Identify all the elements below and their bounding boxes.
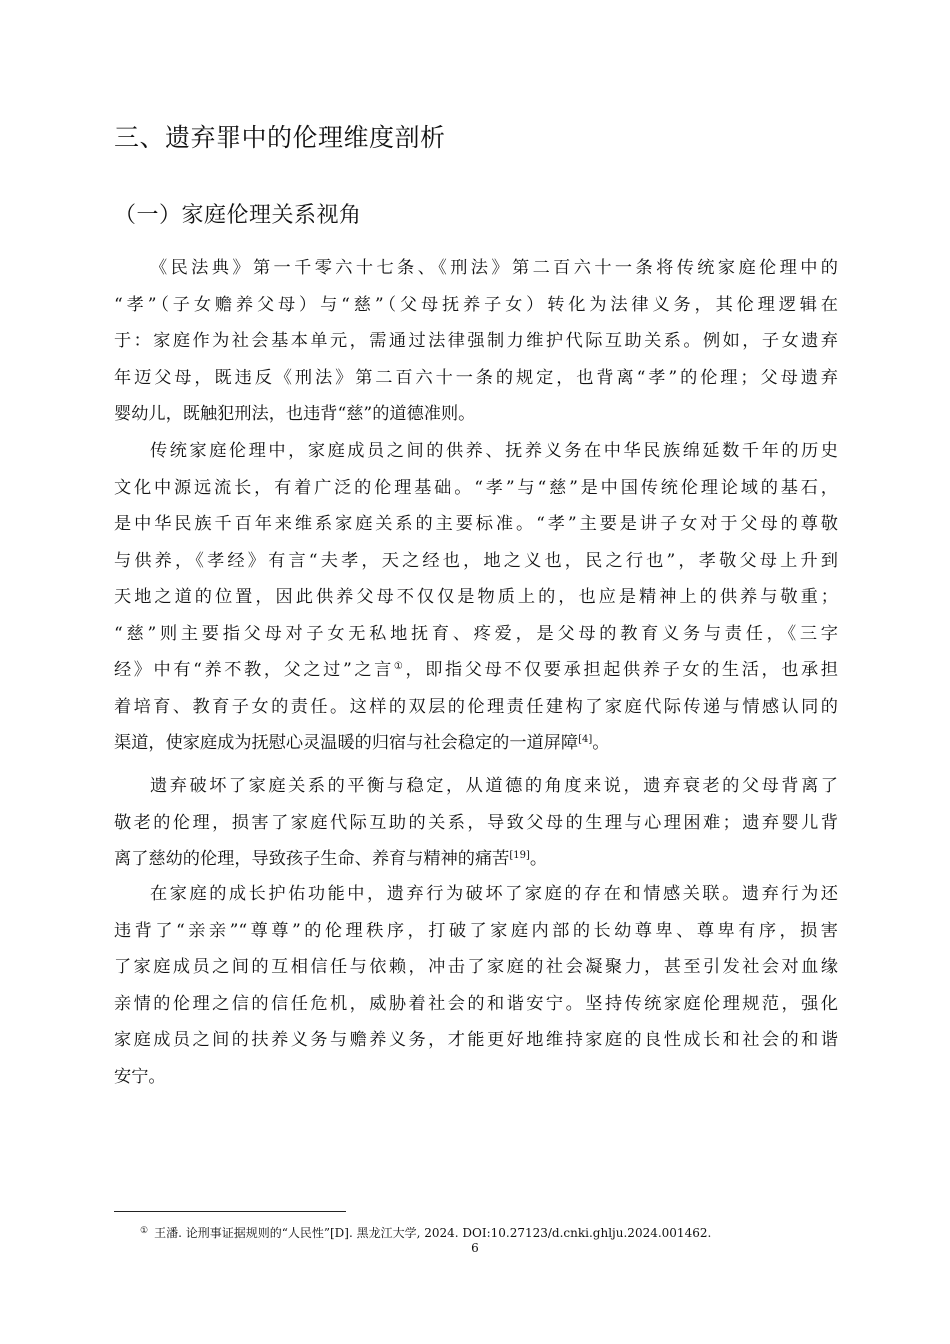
footnote-mark: ① [140, 1226, 149, 1236]
subsection-heading: （一）家庭伦理关系视角 [114, 203, 362, 228]
paragraph-1 [114, 250, 838, 433]
paragraph-4 [114, 876, 838, 1095]
paragraph-line: 安宁。 [114, 1066, 166, 1087]
line-text: ，即指父母不仅要承担起供养子女的生活，也承担 [405, 660, 838, 680]
paragraph-line [114, 841, 838, 878]
paragraph-line: 在家庭的成长护佑功能中，遗弃行为破坏了家庭的存在和情感关联。遗弃行为还 [150, 884, 838, 904]
paragraph-line [114, 725, 838, 762]
citation-reference[interactable]: [4] [578, 734, 593, 745]
paragraph-line: 与供养，《孝经》有言“夫孝，天之经也，地之义也，民之行也”，孝敬父母上升到 [114, 550, 838, 571]
paragraph-line: 天地之道的位置，因此供养父母不仅仅是物质上的，也应是精神上的供养与敬重； [114, 587, 838, 607]
paragraph-2 [114, 433, 838, 762]
paragraph-line [114, 652, 838, 689]
paragraph-line: 违背了“亲亲”“尊尊”的伦理秩序，打破了家庭内部的长幼尊卑、尊卑有序，损害 [114, 920, 838, 941]
paragraph-line: “慈”则主要指父母对子女无私地抚育、疼爱，是父母的教育义务与责任，《三字 [114, 623, 838, 644]
line-text: 经》中有“养不教，父之过”之言 [114, 660, 394, 680]
paragraph-line: 着培育、教育子女的责任。这样的双层的伦理责任建构了家庭代际传递与情感认同的 [114, 696, 838, 717]
paragraph-line: 年迈父母，既违反《刑法》第二百六十一条的规定，也背离“孝”的伦理；父母遗弃 [114, 367, 838, 388]
footnote [140, 1222, 711, 1242]
footnote-text: 王潘. 论刑事证据规则的“人民性”[D]. 黑龙江大学, 2024. DOI:10.27123/d.cnki.ghlju.2024.001462. [154, 1226, 712, 1240]
paragraph-line: 传统家庭伦理中，家庭成员之间的供养、抚养义务在中华民族绵延数千年的历史 [150, 441, 838, 461]
paragraph-line: 遗弃破坏了家庭关系的平衡与稳定，从道德的角度来说，遗弃衰老的父母背离了 [150, 776, 838, 796]
paragraph-3 [114, 768, 838, 878]
paragraph-line: 家庭成员之间的扶养义务与赡养义务，才能更好地维持家庭的良性成长和社会的和谐 [114, 1030, 838, 1050]
citation-reference[interactable]: [19] [509, 850, 530, 861]
footnote-reference-mark[interactable]: ① [393, 661, 406, 672]
paragraph-line: 亲情的伦理之信的信任危机，威胁着社会的和谐安宁。坚持传统家庭伦理规范，强化 [114, 993, 838, 1014]
section-heading: 三、遗弃罪中的伦理维度剖析 [114, 123, 446, 152]
line-text: 离了慈幼的伦理，导致孩子生命、养育与精神的痛苦 [114, 849, 510, 869]
paragraph-line: “孝”（子女赡养父母）与“慈”（父母抚养子女）转化为法律义务，其伦理逻辑在 [114, 294, 838, 315]
paragraph-line: 婴幼儿，既触犯刑法，也违背“慈”的道德准则。 [114, 404, 476, 424]
paragraph-line: 敬老的伦理，损害了家庭代际互助的关系，导致父母的生理与心理困难；遗弃婴儿背 [114, 812, 838, 833]
paragraph-line: 于：家庭作为社会基本单元，需通过法律强制力维护代际互助关系。例如，子女遗弃 [114, 331, 838, 351]
footnote-separator [114, 1211, 346, 1212]
paragraph-line: 了家庭成员之间的互相信任与依赖，冲击了家庭的社会凝聚力，甚至引发社会对血缘 [114, 957, 838, 977]
paragraph-line: 是中华民族千百年来维系家庭关系的主要标准。“孝”主要是讲子女对于父母的尊敬 [114, 514, 838, 534]
line-text: 。 [529, 849, 548, 869]
page-number: 6 [471, 1241, 479, 1255]
paragraph-line: 《民法典》第一千零六十七条、《刑法》第二百六十一条将传统家庭伦理中的 [150, 258, 838, 278]
paragraph-line: 文化中源远流长，有着广泛的伦理基础。“孝”与“慈”是中国传统伦理论域的基石， [114, 477, 838, 498]
line-text: 。 [592, 733, 610, 753]
line-text: 渠道，使家庭成为抚慰心灵温暖的归宿与社会稳定的一道屏障 [114, 733, 579, 753]
